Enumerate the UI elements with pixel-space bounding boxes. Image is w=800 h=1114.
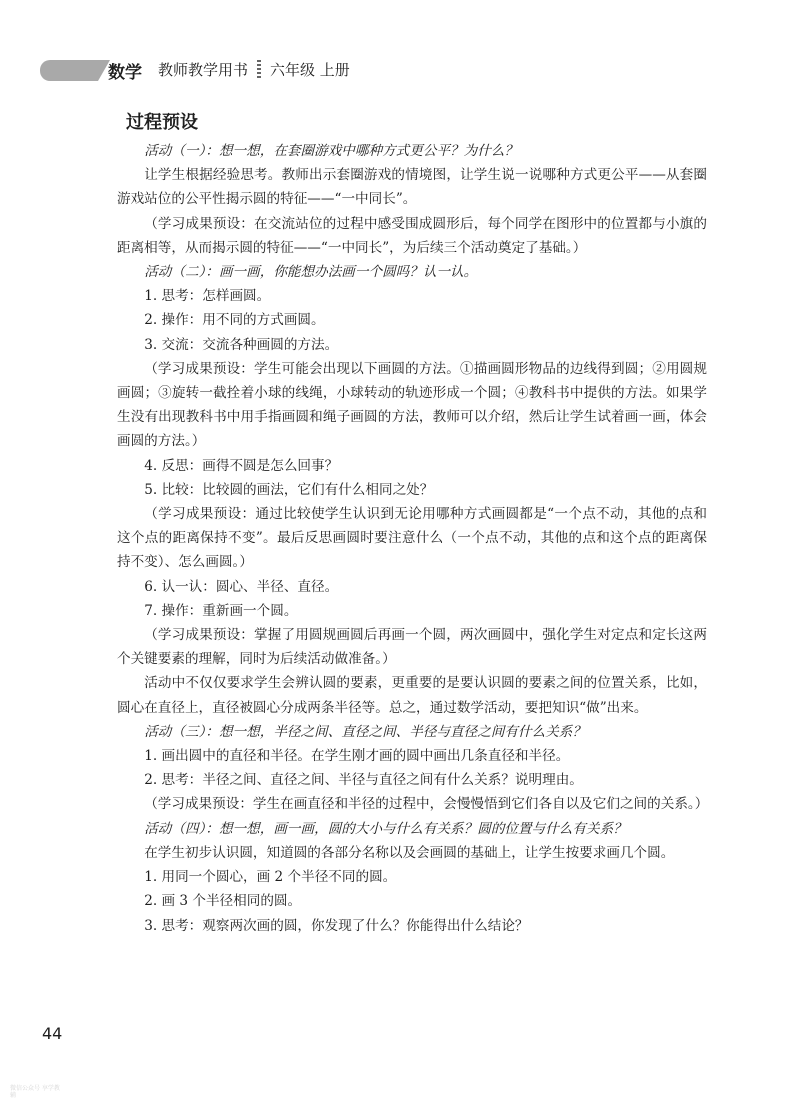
paragraph: （学习成果预设：在交流站位的过程中感受围成圆形后，每个同学在图形中的位置都与小旗的距离相等，从而揭示圆的特征——“一中同长”，为后续三个活动奠定了基础。） <box>117 215 707 256</box>
paragraph: （学习成果预设：掌握了用圆规画圆后再画一个圆，两次画圆中，强化学生对定点和定长这两个关键要素的理解，同时为后续活动做准备。） <box>117 627 707 668</box>
list-item: 2. 思考：半径之间、直径之间、半径与直径之间有什么关系？说明理由。 <box>144 772 583 789</box>
list-item: 4. 反思：画得不圆是怎么回事？ <box>144 457 339 474</box>
list-item: 2. 画 3 个半径相同的圆。 <box>144 893 302 910</box>
activity-heading: 活动（二）：画一画，你能想办法画一个圆吗？认一认。 <box>144 264 478 281</box>
header-book-title: 教师教学用书 <box>158 61 249 79</box>
paragraph: 让学生根据经验思考。教师出示套圈游戏的情境图，让学生说一说哪种方式更公平——从套圈游戏站位的公平性揭示圆的特征——“一中同长”。 <box>117 167 707 208</box>
header-subject: 数学 <box>108 63 142 83</box>
page-header <box>0 0 800 100</box>
header-separator <box>257 60 261 80</box>
header-decorative-bar <box>40 60 98 81</box>
section-title: 过程预设 <box>126 112 198 133</box>
watermark: 微信公众号 享学教辅 <box>10 1085 60 1099</box>
list-item: 7. 操作：重新画一个圆。 <box>144 602 298 619</box>
list-item: 2. 操作：用不同的方式画圆。 <box>144 312 325 329</box>
list-item: 3. 思考：观察两次画的圆，你发现了什么？你能得出什么结论？ <box>144 917 529 934</box>
paragraph: （学习成果预设：学生在画直径和半径的过程中，会慢慢悟到它们各自以及它们之间的关系。） <box>144 796 709 813</box>
list-item: 5. 比较：比较圆的画法，它们有什么相同之处？ <box>144 481 434 498</box>
activity-heading: 活动（四）：想一想，画一画，圆的大小与什么有关系？圆的位置与什么有关系？ <box>144 820 627 837</box>
paragraph: （学习成果预设：学生可能会出现以下画圆的方法。①描画圆形物品的边线得到圆；②用圆规画圆；③旋转一截拴着小球的线绳，小球转动的轨迹形成一个圆；④教科书中提供的方法。如果学生没有出现教科书中用手指画圆和绳子画圆的方法，教师可以介绍，然后让学生试着画一画，体会画圆的方法。） <box>117 360 707 450</box>
list-item: 1. 画出圆中的直径和半径。在学生刚才画的圆中画出几条直径和半径。 <box>144 748 570 765</box>
header-grade: 六年级 上册 <box>270 61 350 79</box>
body-text <box>117 139 707 938</box>
list-item: 1. 用同一个圆心，画 2 个半径不同的圆。 <box>144 869 397 886</box>
activity-heading: 活动（三）：想一想，半径之间、直径之间、半径与直径之间有什么关系？ <box>144 723 586 740</box>
list-item: 6. 认一认：圆心、半径、直径。 <box>144 578 339 595</box>
list-item: 1. 思考：怎样画圆。 <box>144 288 271 305</box>
paragraph: （学习成果预设：通过比较使学生认识到无论用哪种方式画圆都是“一个点不动，其他的点和这个点的距离保持不变”。最后反思画圆时要注意什么（一个点不动，其他的点和这个点的距离保持不变）、怎么画圆。） <box>117 506 707 571</box>
paragraph: 活动中不仅仅要求学生会辨认圆的要素，更重要的是要认识圆的要素之间的位置关系，比如，圆心在直径上，直径被圆心分成两条半径等。总之，通过数学活动，要把知识“做”出来。 <box>117 675 707 716</box>
paragraph: 在学生初步认识圆，知道圆的各部分名称以及会画圆的基础上，让学生按要求画几个圆。 <box>144 844 675 861</box>
activity-heading: 活动（一）：想一想，在套圈游戏中哪种方式更公平？为什么？ <box>144 143 519 159</box>
list-item: 3. 交流：交流各种画圆的方法。 <box>144 336 339 353</box>
page-number: 44 <box>42 1024 63 1043</box>
